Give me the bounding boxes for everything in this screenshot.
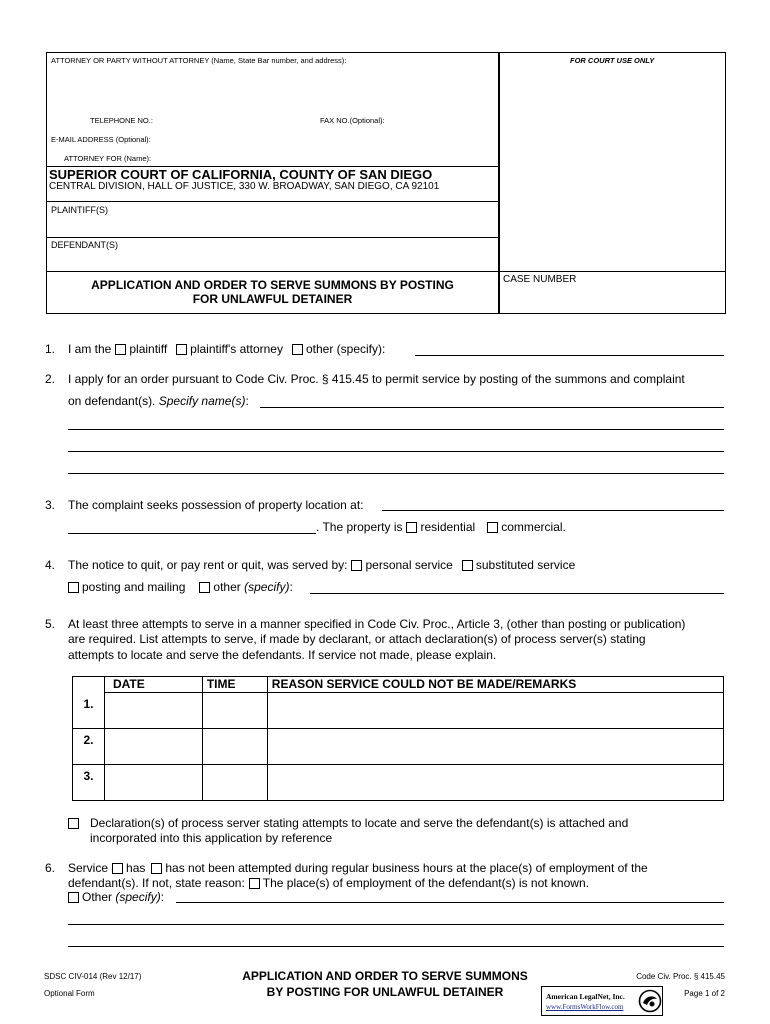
attempt-1-reason[interactable] [267, 693, 723, 729]
row-number: 1. [73, 693, 105, 729]
item4-other-checkbox[interactable] [199, 582, 210, 593]
case-number-label: CASE NUMBER [503, 274, 577, 285]
court-use-box [499, 52, 726, 272]
attempt-3-time[interactable] [202, 765, 267, 801]
table-row [73, 765, 724, 801]
not-known-checkbox[interactable] [249, 878, 260, 889]
item2-specify: Specify name(s) [158, 394, 246, 408]
item6-colon: : [160, 890, 165, 904]
declaration-line2: incorporated into this application by reference [90, 831, 333, 845]
declaration-checkbox[interactable] [68, 818, 79, 829]
item4-specify: (specify) [244, 580, 290, 594]
attempt-2-date[interactable] [104, 729, 202, 765]
date-header: DATE [104, 677, 202, 693]
row-number: 2. [73, 729, 105, 765]
item2-colon: : [245, 394, 249, 408]
item6-other-checkbox[interactable] [68, 892, 79, 903]
defendant-label: DEFENDANT(S) [51, 240, 118, 250]
item2-lead: on defendant(s). [68, 394, 156, 408]
posting-mailing-checkbox[interactable] [68, 582, 79, 593]
item2-line1: I apply for an order pursuant to Code Civ. Proc. § 415.45 to permit service by posting of the summons and complaint [68, 372, 685, 386]
item3-number: 3. [45, 498, 56, 512]
table-row [73, 729, 724, 765]
email-label: E-MAIL ADDRESS (Optional): [51, 135, 151, 144]
item6-specify: (specify) [115, 890, 161, 904]
item5-line2: are required. List attempts to serve, if made by declarant, or attach declaration(s) of process server(s) stating [68, 632, 646, 646]
item6-reason-lead: defendant(s). If not, state reason: [68, 876, 245, 890]
attorney-for-label: ATTORNEY FOR (Name): [64, 154, 152, 163]
item4-other-field[interactable] [310, 593, 724, 594]
has-option: has [126, 861, 146, 875]
other-option: other (specify): [305, 342, 386, 356]
defendant-names-line-3[interactable] [68, 451, 724, 452]
has-not-option: has not been attempted during regular business hours at the place(s) of employment of the [165, 861, 648, 875]
plaintiff-box [46, 201, 499, 238]
telephone-label: TELEPHONE NO.: [90, 116, 153, 125]
time-header: TIME [202, 677, 267, 693]
code-reference: Code Civ. Proc. § 415.45 [636, 972, 725, 981]
attempt-2-reason[interactable] [267, 729, 723, 765]
defendant-names-field[interactable] [260, 407, 724, 408]
item4-lead: The notice to quit, or pay rent or quit, was served by: [68, 558, 348, 572]
personal-service-checkbox[interactable] [351, 560, 362, 571]
court-address: CENTRAL DIVISION, HALL OF JUSTICE, 330 W. BROADWAY, SAN DIEGO, CA 92101 [49, 181, 440, 192]
legalnet-logo [541, 986, 663, 1016]
logo-url[interactable]: www.FormsWorkFlow.com [546, 1003, 624, 1011]
form-title [46, 278, 499, 306]
table-header-row [73, 677, 724, 693]
residential-checkbox[interactable] [406, 522, 417, 533]
item4-line2 [64, 580, 293, 594]
attempt-1-date[interactable] [104, 693, 202, 729]
attempt-2-time[interactable] [202, 729, 267, 765]
personal-service-option: personal service [365, 558, 453, 572]
attorney-checkbox[interactable] [176, 344, 187, 355]
footer-title-line2: BY POSTING FOR UNLAWFUL DETAINER [266, 985, 504, 999]
item5-line3: attempts to locate and serve the defendants. If service not made, please explain. [68, 648, 497, 662]
attempt-3-reason[interactable] [267, 765, 723, 801]
item6-line2 [68, 876, 589, 890]
declaration-row [64, 816, 82, 830]
substituted-service-option: substituted service [475, 558, 576, 572]
item1-lead: I am the [68, 342, 112, 356]
form-title-line2: FOR UNLAWFUL DETAINER [192, 292, 353, 306]
table-row [73, 693, 724, 729]
item1-number: 1. [45, 342, 56, 356]
item3-row2 [316, 520, 566, 534]
not-known-option: The place(s) of employment of the defendant(s) is not known. [262, 876, 589, 890]
other-checkbox[interactable] [292, 344, 303, 355]
defendant-names-line-4[interactable] [68, 473, 724, 474]
form-id: SDSC CIV-014 (Rev 12/17) [44, 972, 142, 981]
court-name: SUPERIOR COURT OF CALIFORNIA, COUNTY OF SAN DIEGO [49, 167, 433, 182]
defendant-names-line-2[interactable] [68, 429, 724, 430]
residential-option: residential [420, 520, 476, 534]
item4-line1 [68, 558, 575, 572]
item4-colon: : [289, 580, 293, 594]
item3-line1: The complaint seeks possession of property location at: [68, 498, 364, 512]
item5-number: 5. [45, 617, 56, 631]
optional-form-label: Optional Form [44, 989, 95, 998]
commercial-option: commercial. [501, 520, 566, 534]
footer-title-line1: APPLICATION AND ORDER TO SERVE SUMMONS [242, 969, 528, 983]
row-number-header [73, 677, 105, 693]
item6-service: Service [68, 861, 109, 875]
plaintiff-checkbox[interactable] [115, 344, 126, 355]
logo-company-name: American LegalNet, Inc. [546, 992, 625, 1001]
item6-other-line-2[interactable] [68, 924, 724, 925]
row-number: 3. [73, 765, 105, 801]
attorney-option: plaintiff's attorney [190, 342, 283, 356]
item2-line2 [68, 394, 249, 408]
attempt-1-time[interactable] [202, 693, 267, 729]
has-not-checkbox[interactable] [151, 863, 162, 874]
item6-line1 [68, 861, 648, 875]
item4-number: 4. [45, 558, 56, 572]
has-checkbox[interactable] [112, 863, 123, 874]
plaintiff-label: PLAINTIFF(S) [51, 205, 109, 215]
item5-line1: At least three attempts to serve in a manner specified in Code Civ. Proc., Article 3, (other than posting or publication) [68, 617, 686, 631]
property-location-line-2[interactable] [68, 533, 316, 534]
item6-line3 [64, 890, 164, 904]
footer-title [215, 968, 555, 1000]
substituted-service-checkbox[interactable] [462, 560, 473, 571]
declaration-line1: Declaration(s) of process server stating attempts to locate and serve the defendant(s) is attached and [90, 816, 629, 830]
item6-number: 6. [45, 861, 56, 875]
item6-other-field[interactable] [176, 902, 724, 903]
page-number: Page 1 of 2 [684, 989, 725, 998]
service-attempts-table [72, 676, 724, 801]
posting-mailing-option: posting and mailing [82, 580, 186, 594]
attorney-label: ATTORNEY OR PARTY WITHOUT ATTORNEY (Name, State Bar number, and address): [51, 56, 347, 65]
commercial-checkbox[interactable] [487, 522, 498, 533]
item4-other-option: other [213, 580, 241, 594]
court-use-label: FOR COURT USE ONLY [570, 56, 655, 65]
item6-other-option: Other [82, 890, 113, 904]
property-location-field[interactable] [382, 510, 724, 511]
reason-header: REASON SERVICE COULD NOT BE MADE/REMARKS [267, 677, 723, 693]
item6-other-line-3[interactable] [68, 946, 724, 947]
attorney-box [46, 52, 499, 167]
plaintiff-option: plaintiff [129, 342, 168, 356]
item2-number: 2. [45, 372, 56, 386]
fax-label: FAX NO.(Optional): [320, 116, 385, 125]
logo-emblem-icon [638, 989, 662, 1013]
property-is-label: . The property is [316, 520, 403, 534]
attempt-3-date[interactable] [104, 765, 202, 801]
item1-other-field[interactable] [415, 355, 724, 356]
item1-row [68, 342, 385, 356]
form-title-line1: APPLICATION AND ORDER TO SERVE SUMMONS BY POSTING [91, 278, 454, 292]
